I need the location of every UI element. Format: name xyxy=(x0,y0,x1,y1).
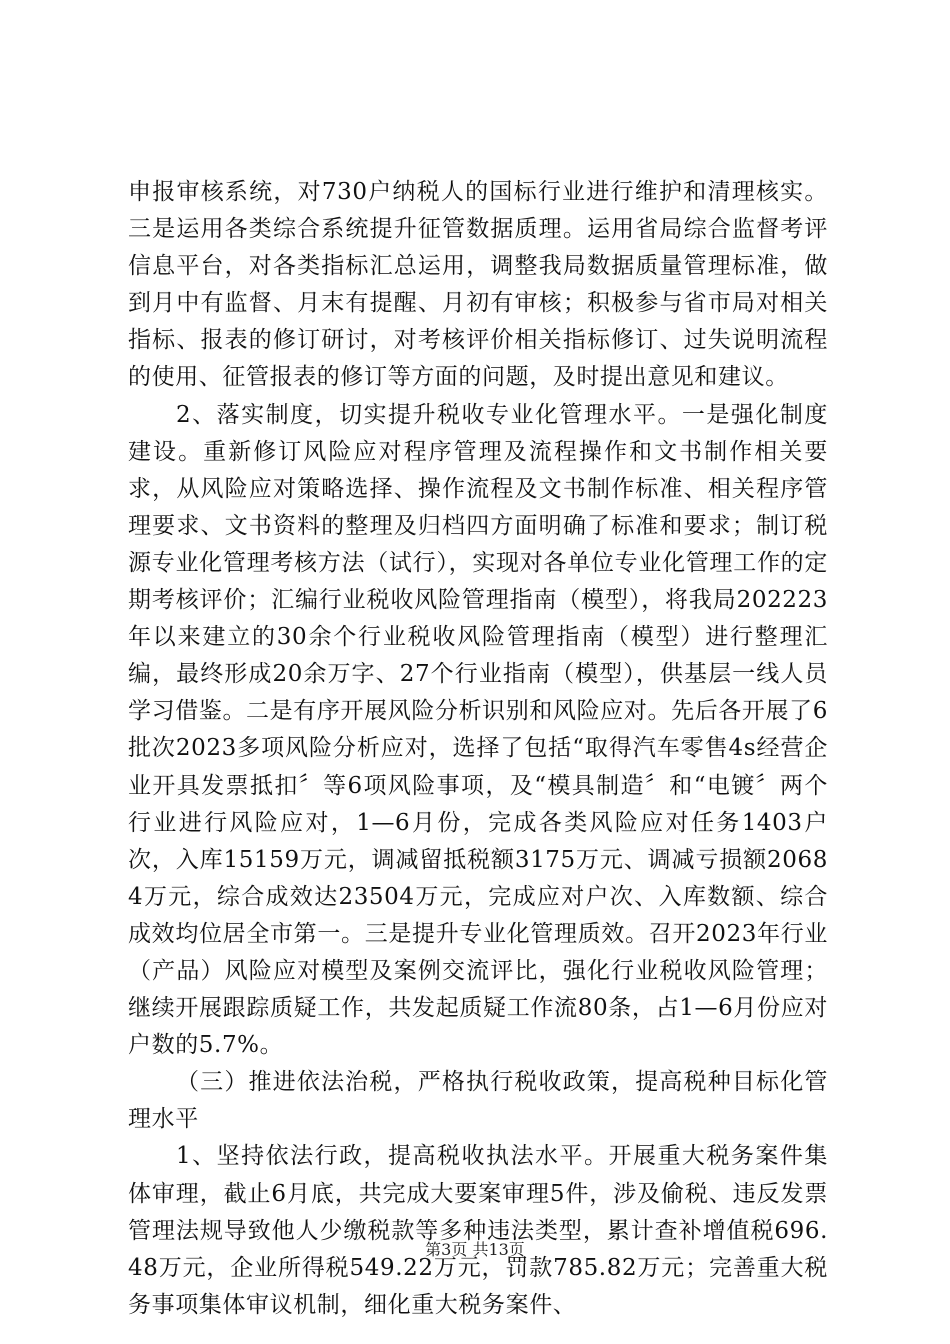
document-body xyxy=(128,174,828,1324)
page-footer xyxy=(0,1240,950,1260)
section-heading-rule-of-law: （三）推进依法治税，严格执行税收政策，提高税种目标化管理水平 xyxy=(128,1069,828,1133)
page-number-label: 第3页 共13页 xyxy=(425,1240,525,1259)
paragraph-professional-management: 2、落实制度，切实提升税收专业化管理水平。一是强化制度建设。重新修订风险应对程序管理及流程操作和文书制作相关要求，从风险应对策略选择、操作流程及文书制作标准、相关程序管理要求、文书资料的整理及归档四方面明确了标准和要求；制订税源专业化管理考核方法（试行），实现对各单位专业化管理工作的定期考核评价；汇编行业税收风险管理指南（模型），将我局202223年以来建立的30余个行业税收风险管理指南（模型）进行整理汇编，最终形成20余万字、27个行业指南（模型），供基层一线人员学习借鉴。二是有序开展风险分析识别和风险应对。先后各开展了6批次2023多项风险分析应对，选择了包括“取得汽车零售4s经营企业开具发票抵扣〞等6项风险事项，及“模具制造〞和“电镀〞两个行业进行风险应对，1—6月份，完成各类风险应对任务1403户次，入库15159万元，调减留抵税额3175万元、调减亏损额20684万元，综合成效达23504万元，完成应对户次、入库数额、综合成效均位居全市第一。三是提升专业化管理质效。召开2023年行业（产品）风险应对模型及案例交流评比，强化行业税收风险管理；继续开展跟踪质疑工作，共发起质疑工作流80条，占1—6月份应对户数的5.7%。 xyxy=(128,401,828,1059)
paragraph-data-quality: 申报审核系统，对730户纳税人的国标行业进行维护和清理核实。三是运用各类综合系统提升征管数据质理。运用省局综合监督考评信息平台，对各类指标汇总运用，调整我局数据质量管理标准，做到月中有监督、月末有提醒、月初有审核；积极参与省市局对相关指标、报表的修订研讨，对考核评价相关指标修订、过失说明流程的使用、征管报表的修订等方面的问题，及时提出意见和建议。 xyxy=(128,179,828,391)
paragraph-law-enforcement: 1、坚持依法行政，提高税收执法水平。开展重大税务案件集体审理，截止6月底，共完成大要案审理5件，涉及偷税、违反发票管理法规导致他人少缴税款等多种违法类型，累计查补增值税696.48万元，企业所得税549.22万元，罚款785.82万元；完善重大税务事项集体审议机制，细化重大税务案件、 xyxy=(128,1143,828,1318)
